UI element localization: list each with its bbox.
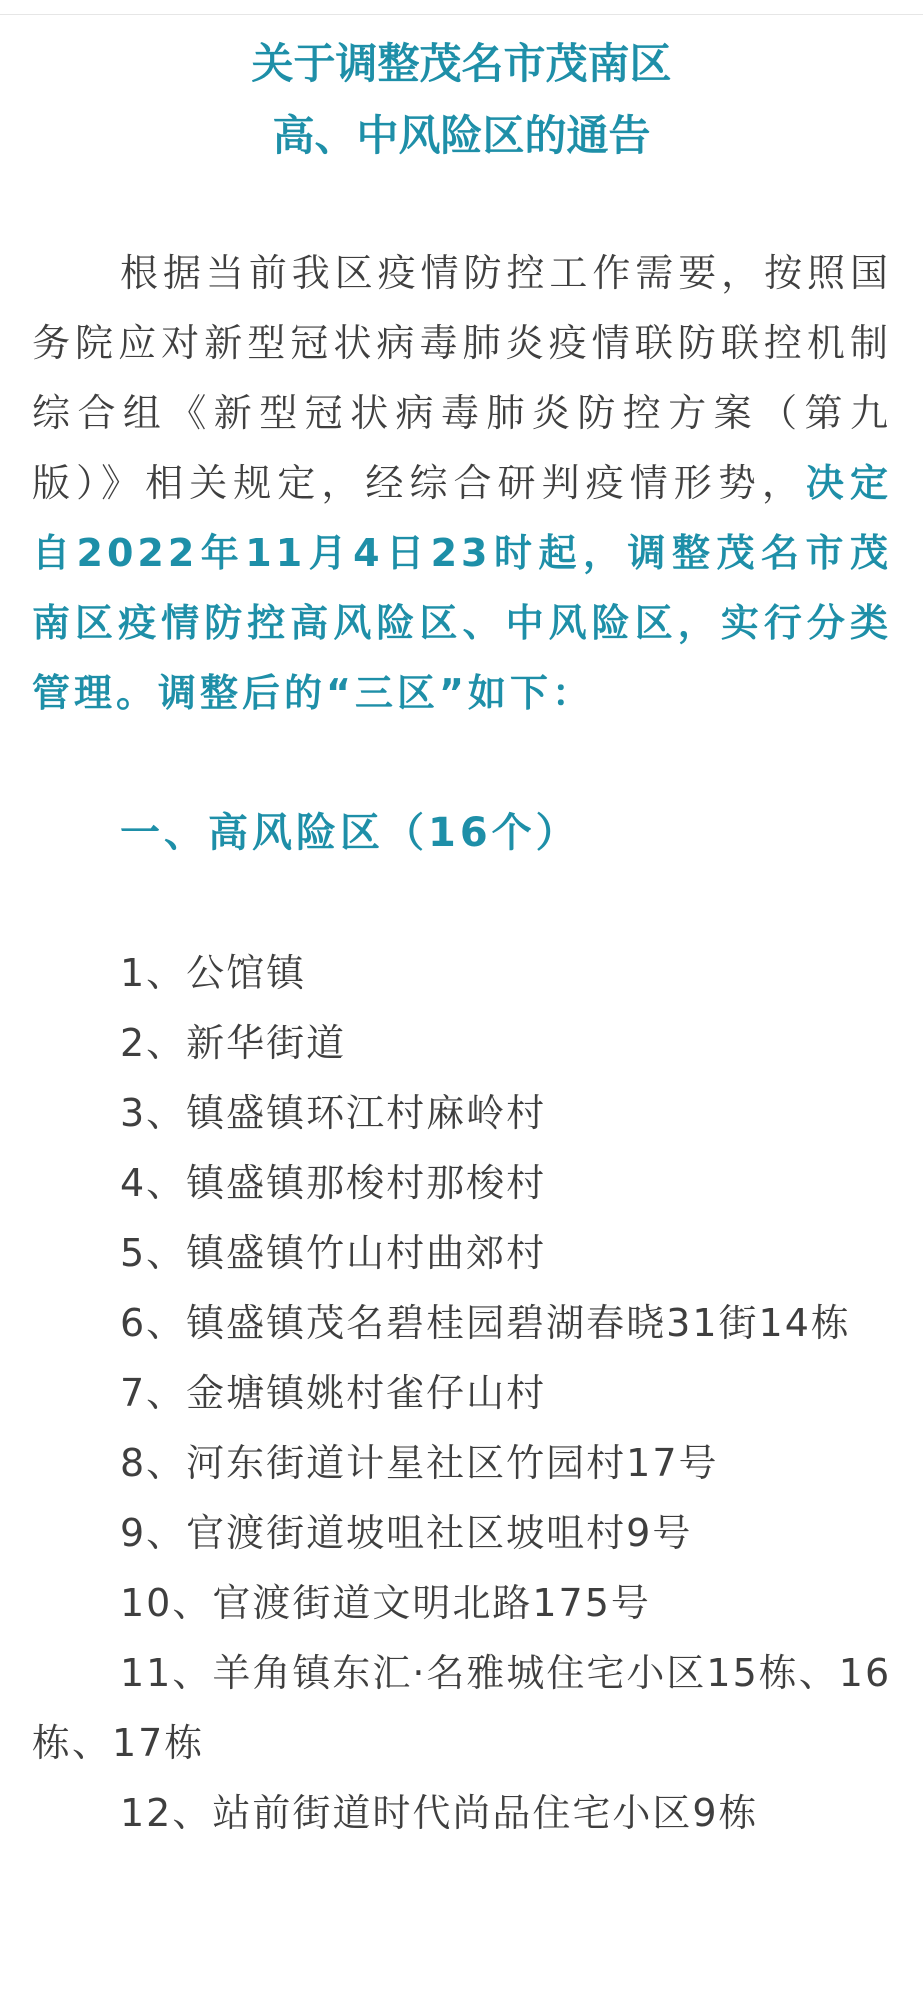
intro-plain-text: 根据当前我区疫情防控工作需要，按照国务院应对新型冠状病毒肺炎疫情联防联控机制综合组《新型冠状病毒肺炎防控方案（第九版）》相关规定，经综合研判疫情形势，: [32, 251, 892, 505]
list-item: 10、官渡街道文明北路175号: [120, 1581, 651, 1625]
top-divider: [0, 14, 923, 15]
list-item: 4、镇盛镇那梭村那梭村: [120, 1161, 547, 1205]
list-item: 9、官渡街道坡咀社区坡咀村9号: [120, 1511, 693, 1555]
section-heading-high-risk: 一、高风险区（16个）: [120, 810, 580, 856]
intro-emphasis-text: 决定自2022年11月4日23时起，调整茂名市茂南区疫情防控高风险区、中风险区，实行分类管理。调整后的“三区”如下：: [32, 461, 892, 715]
list-item: 12、站前街道时代尚品住宅小区9栋: [120, 1791, 759, 1835]
list-item: 6、镇盛镇茂名碧桂园碧湖春晓31街14栋: [120, 1301, 851, 1345]
list-item: 1、公馆镇: [120, 951, 307, 995]
list-item: 3、镇盛镇环江村麻岭村: [120, 1091, 547, 1135]
notice-body: [32, 238, 892, 1848]
list-item: 8、河东街道计星社区竹园村17号: [120, 1441, 719, 1485]
list-item: 5、镇盛镇竹山村曲郊村: [120, 1231, 547, 1275]
title-line-1: 关于调整茂名市茂南区: [251, 39, 672, 88]
list-item: 7、金塘镇姚村雀仔山村: [120, 1371, 547, 1415]
list-item: 2、新华街道: [120, 1021, 347, 1065]
intro-paragraph: [32, 238, 892, 728]
title-line-2: 高、中风险区的通告: [272, 111, 651, 160]
notice-title: [0, 28, 923, 172]
list-item: 11、羊角镇东汇·名雅城住宅小区15栋、16栋、17栋: [32, 1651, 892, 1765]
high-risk-area-list: [32, 938, 892, 1848]
